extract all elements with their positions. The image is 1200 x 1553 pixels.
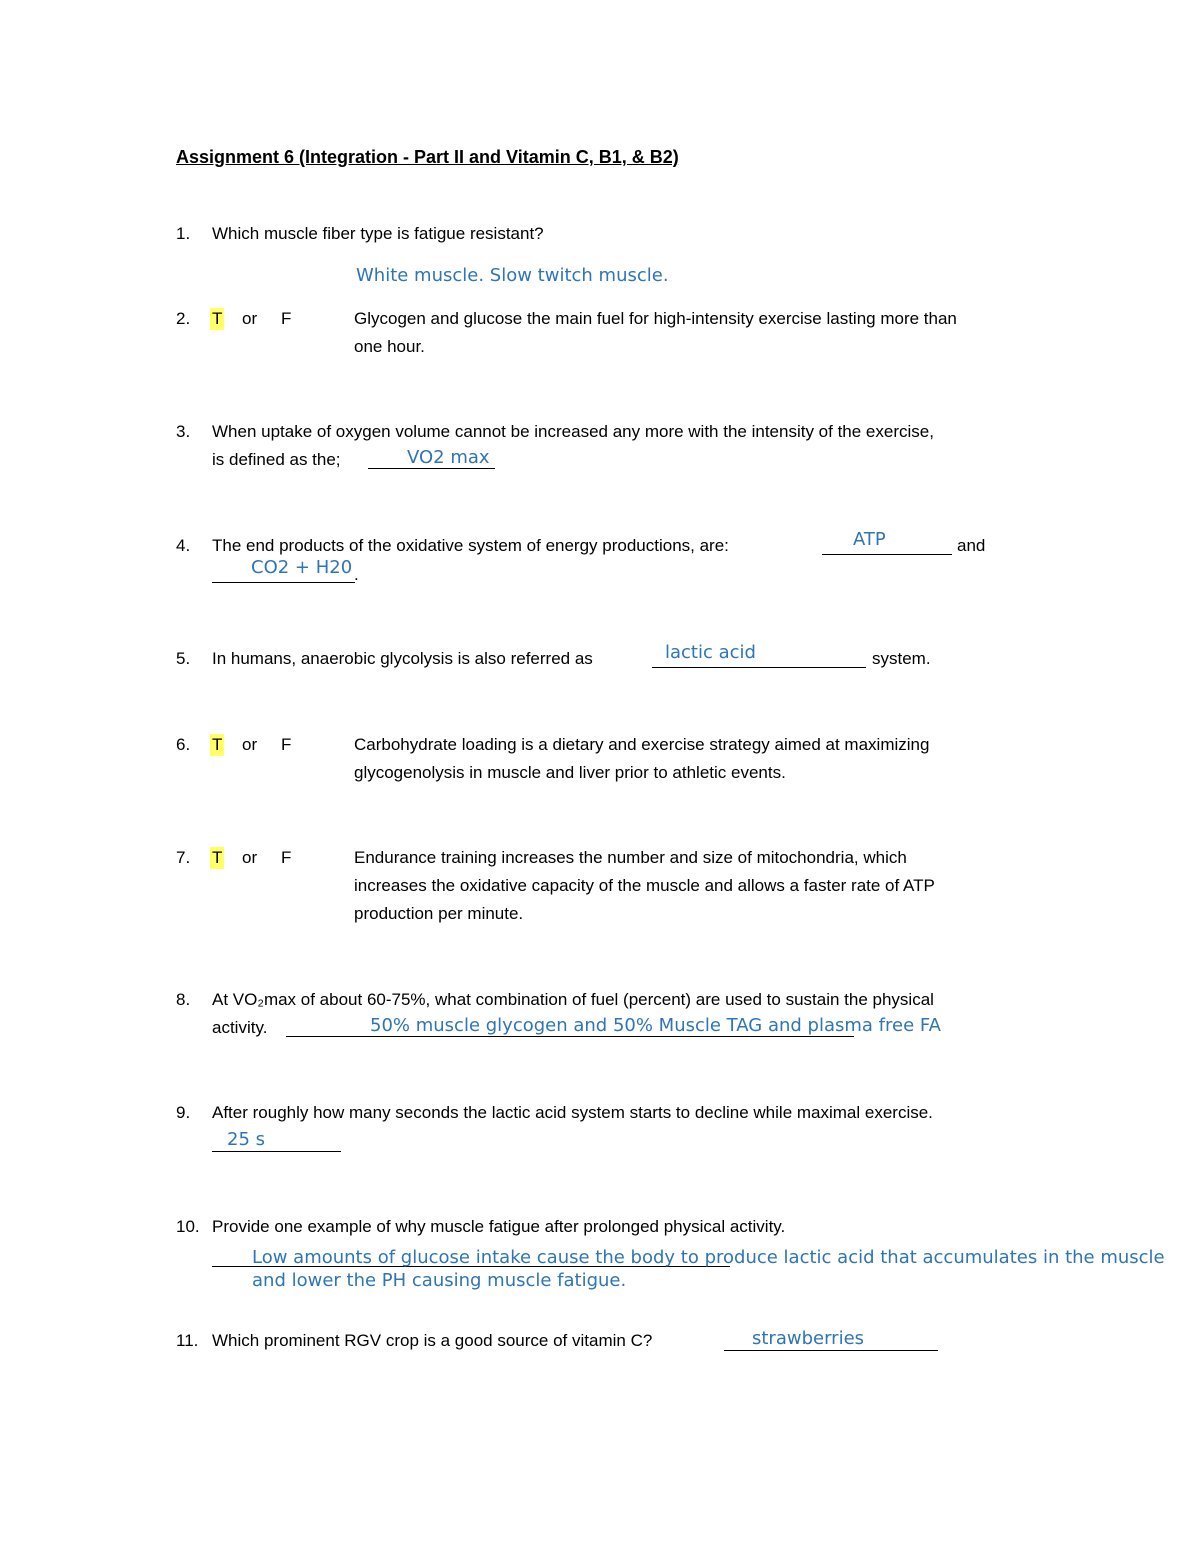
question-text: When uptake of oxygen volume cannot be increased any more with the intensity of the exercise, [212, 422, 934, 441]
question-text: activity. [212, 1018, 268, 1037]
question-text: Carbohydrate loading is a dietary and exercise strategy aimed at maximizing [354, 735, 930, 754]
false-option[interactable]: F [281, 848, 292, 867]
answer-text[interactable]: and lower the PH causing muscle fatigue. [252, 1270, 627, 1291]
question-text: Glycogen and glucose the main fuel for high-intensity exercise lasting more than [354, 309, 957, 328]
question-text: Which prominent RGV crop is a good source of vitamin C? [212, 1331, 653, 1350]
question-number: 11. [176, 1331, 199, 1350]
question-number: 9. [176, 1103, 191, 1122]
period-text: . [354, 565, 359, 584]
question-text: is defined as the; [212, 450, 341, 469]
question-text: glycogenolysis in muscle and liver prior to athletic events. [354, 763, 786, 782]
question-text: The end products of the oxidative system of energy productions, are: [212, 536, 729, 555]
question-text: increases the oxidative capacity of the muscle and allows a faster rate of ATP [354, 876, 935, 895]
false-option[interactable]: F [281, 735, 292, 754]
answer-text[interactable]: strawberries [752, 1328, 865, 1349]
answer-text[interactable]: CO2 + H20 [251, 557, 353, 578]
question-number: 10. [176, 1217, 200, 1236]
question-text: production per minute. [354, 904, 524, 923]
answer-blank [822, 554, 952, 555]
question-text: Endurance training increases the number and size of mitochondria, which [354, 848, 907, 867]
question-text: one hour. [354, 337, 425, 356]
answer-text[interactable]: White muscle. Slow twitch muscle. [356, 265, 669, 286]
question-text: After roughly how many seconds the lactic acid system starts to decline while maximal exercise. [212, 1103, 933, 1122]
answer-text[interactable]: Low amounts of glucose intake cause the body to produce lactic acid that accumulates in the muscle [252, 1247, 1165, 1268]
or-text: or [242, 309, 258, 328]
answer-blank [652, 667, 866, 668]
question-number: 2. [176, 309, 191, 328]
answer-blank [212, 1151, 341, 1152]
answer-text[interactable]: 25 s [227, 1129, 266, 1150]
question-text: In humans, anaerobic glycolysis is also referred as [212, 649, 593, 668]
true-option-selected[interactable]: T [212, 848, 223, 867]
page-title: Assignment 6 (Integration - Part II and Vitamin C, B1, & B2) [176, 147, 679, 167]
question-number: 7. [176, 848, 191, 867]
false-option[interactable]: F [281, 309, 292, 328]
and-text: and [957, 536, 986, 555]
question-number: 3. [176, 422, 191, 441]
answer-blank [212, 582, 355, 583]
question-number: 5. [176, 649, 191, 668]
question-text: Provide one example of why muscle fatigue after prolonged physical activity. [212, 1217, 786, 1236]
question-text: At VO₂max of about 60-75%, what combination of fuel (percent) are used to sustain the physical [212, 990, 934, 1009]
answer-text[interactable]: lactic acid [665, 642, 756, 663]
question-number: 4. [176, 536, 191, 555]
answer-text[interactable]: ATP [853, 529, 886, 550]
true-option-selected[interactable]: T [212, 309, 223, 328]
answer-text[interactable]: 50% muscle glycogen and 50% Muscle TAG and plasma free FA [370, 1015, 941, 1036]
answer-text[interactable]: VO2 max [407, 447, 490, 468]
question-number: 6. [176, 735, 191, 754]
or-text: or [242, 735, 258, 754]
question-text: system. [872, 649, 931, 668]
question-text: Which muscle fiber type is fatigue resistant? [212, 224, 544, 243]
true-option-selected[interactable]: T [212, 735, 223, 754]
or-text: or [242, 848, 258, 867]
answer-blank [724, 1350, 938, 1351]
question-number: 8. [176, 990, 191, 1009]
question-number: 1. [176, 224, 191, 243]
